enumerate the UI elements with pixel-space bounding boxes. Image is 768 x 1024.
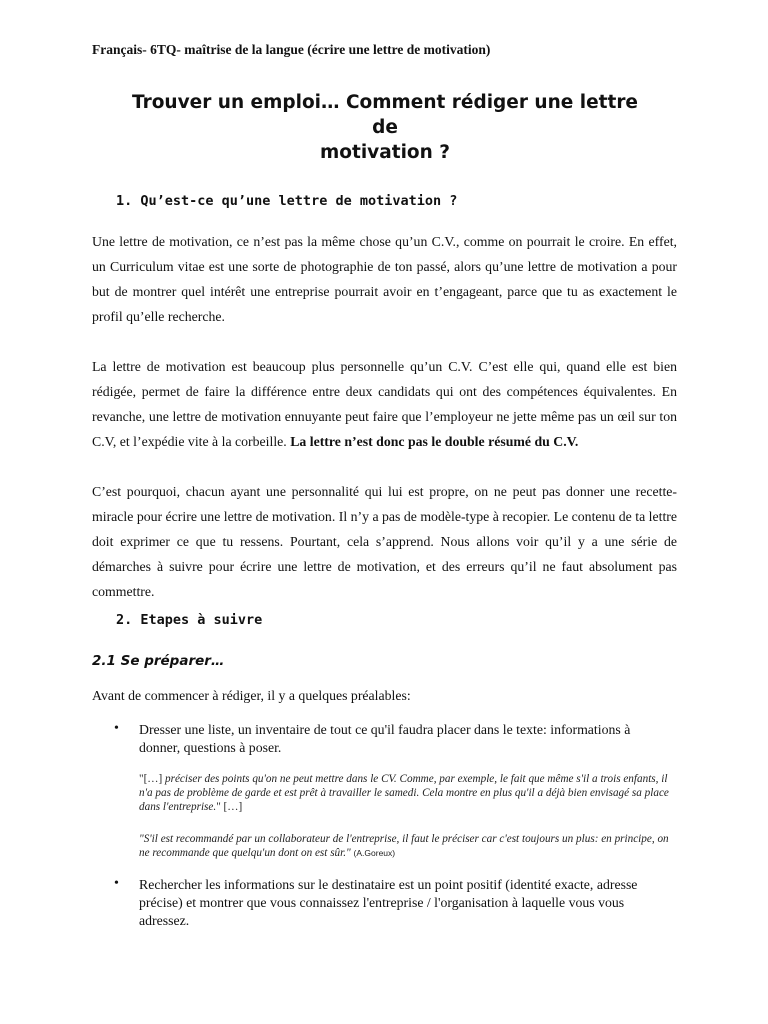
course-header: Français- 6TQ- maîtrise de la langue (écrire une lettre de motivation): [92, 42, 491, 57]
quote-2: [139, 832, 674, 860]
section-1-paragraph-3: C’est pourquoi, chacun ayant une personnalité qui lui est propre, on ne peut pas donner une recette-miracle pour écrire une lettre de motivation. Il n’y a pas de modèle-type à recopier. Le contenu de ta lettre doit exprimer ce que tu ressens. Pourtant, cela s’apprend. Nous allons voir qu’il y a une série de démarches à suivre pour écrire une lettre de motivation, et des erreurs qu’il ne faut absolument pas commettre.: [92, 484, 677, 599]
quote-1: [139, 772, 674, 814]
section-1-paragraph-1: Une lettre de motivation, ce n’est pas la même chose qu’un C.V., comme on pourrait le croire. En effet, un Curriculum vitae est une sorte de photographie de ton passé, alors qu’une lettre de motivation a pour but de montrer quel intérêt une entreprise pourrait avoir en t’engageant, parce que tu as exactement le profil qu’elle recherche.: [92, 234, 677, 324]
section-2-intro: Avant de commencer à rédiger, il y a quelques préalables:: [92, 688, 411, 703]
section-2-1-heading: 2.1 Se préparer…: [92, 653, 225, 669]
section-1-heading: 1. Qu’est-ce qu’une lettre de motivation ?: [116, 193, 458, 209]
bullet-item-1: Dresser une liste, un inventaire de tout ce qu'il faudra placer dans le texte: informations à donner, questions à poser.: [139, 722, 631, 755]
page-title: [120, 90, 650, 165]
quote-1-body: préciser des points qu'on ne peut mettre dans le CV. Comme, par exemple, le fait que même s'il a trois enfants, il n'a pas de problème de garde et est prêt à travailler le samedi. Cela montre en plus qu'il a déjà bien envisagé sa place dans l'entreprise.: [139, 773, 669, 813]
quote-2-source: (A.Goreux): [353, 848, 396, 858]
quote-2-body: "S'il est recommandé par un collaborateur de l'entreprise, il faut le préciser car c'est toujours un plus: en principe, on ne recommande que quelqu'un dont on est sûr.": [139, 833, 669, 859]
page-title-line-2: motivation ?: [320, 142, 450, 163]
quote-1-open: "[…]: [139, 773, 166, 785]
bullet-marker-2: •: [114, 876, 119, 891]
paragraph-2-text: La lettre de motivation est beaucoup plus personnelle qu’un C.V. C’est elle qui, quand elle est bien rédigée, permet de faire la différence entre deux candidats qui ont des compétences équivalentes. En revanche, une lettre de motivation ennuyante peut faire que l’employeur ne jette même pas un œil sur ton C.V, et l’expédie vite à la corbeille.: [92, 359, 677, 449]
paragraph-2-emphasis: La lettre n’est donc pas le double résumé du C.V.: [290, 434, 579, 449]
quote-1-close: " […]: [216, 801, 243, 813]
bullet-item-2: Rechercher les informations sur le destinataire est un point positif (identité exacte, adresse précise) et montrer que vous connaissez l'entreprise / l'organisation à laquelle vous vous adressez.: [139, 877, 638, 928]
section-2-heading: 2. Etapes à suivre: [116, 612, 263, 628]
page-title-line-1: Trouver un emploi… Comment rédiger une lettre de: [132, 92, 638, 138]
section-1-paragraph-2: [92, 354, 677, 454]
bullet-marker-1: •: [114, 721, 119, 736]
